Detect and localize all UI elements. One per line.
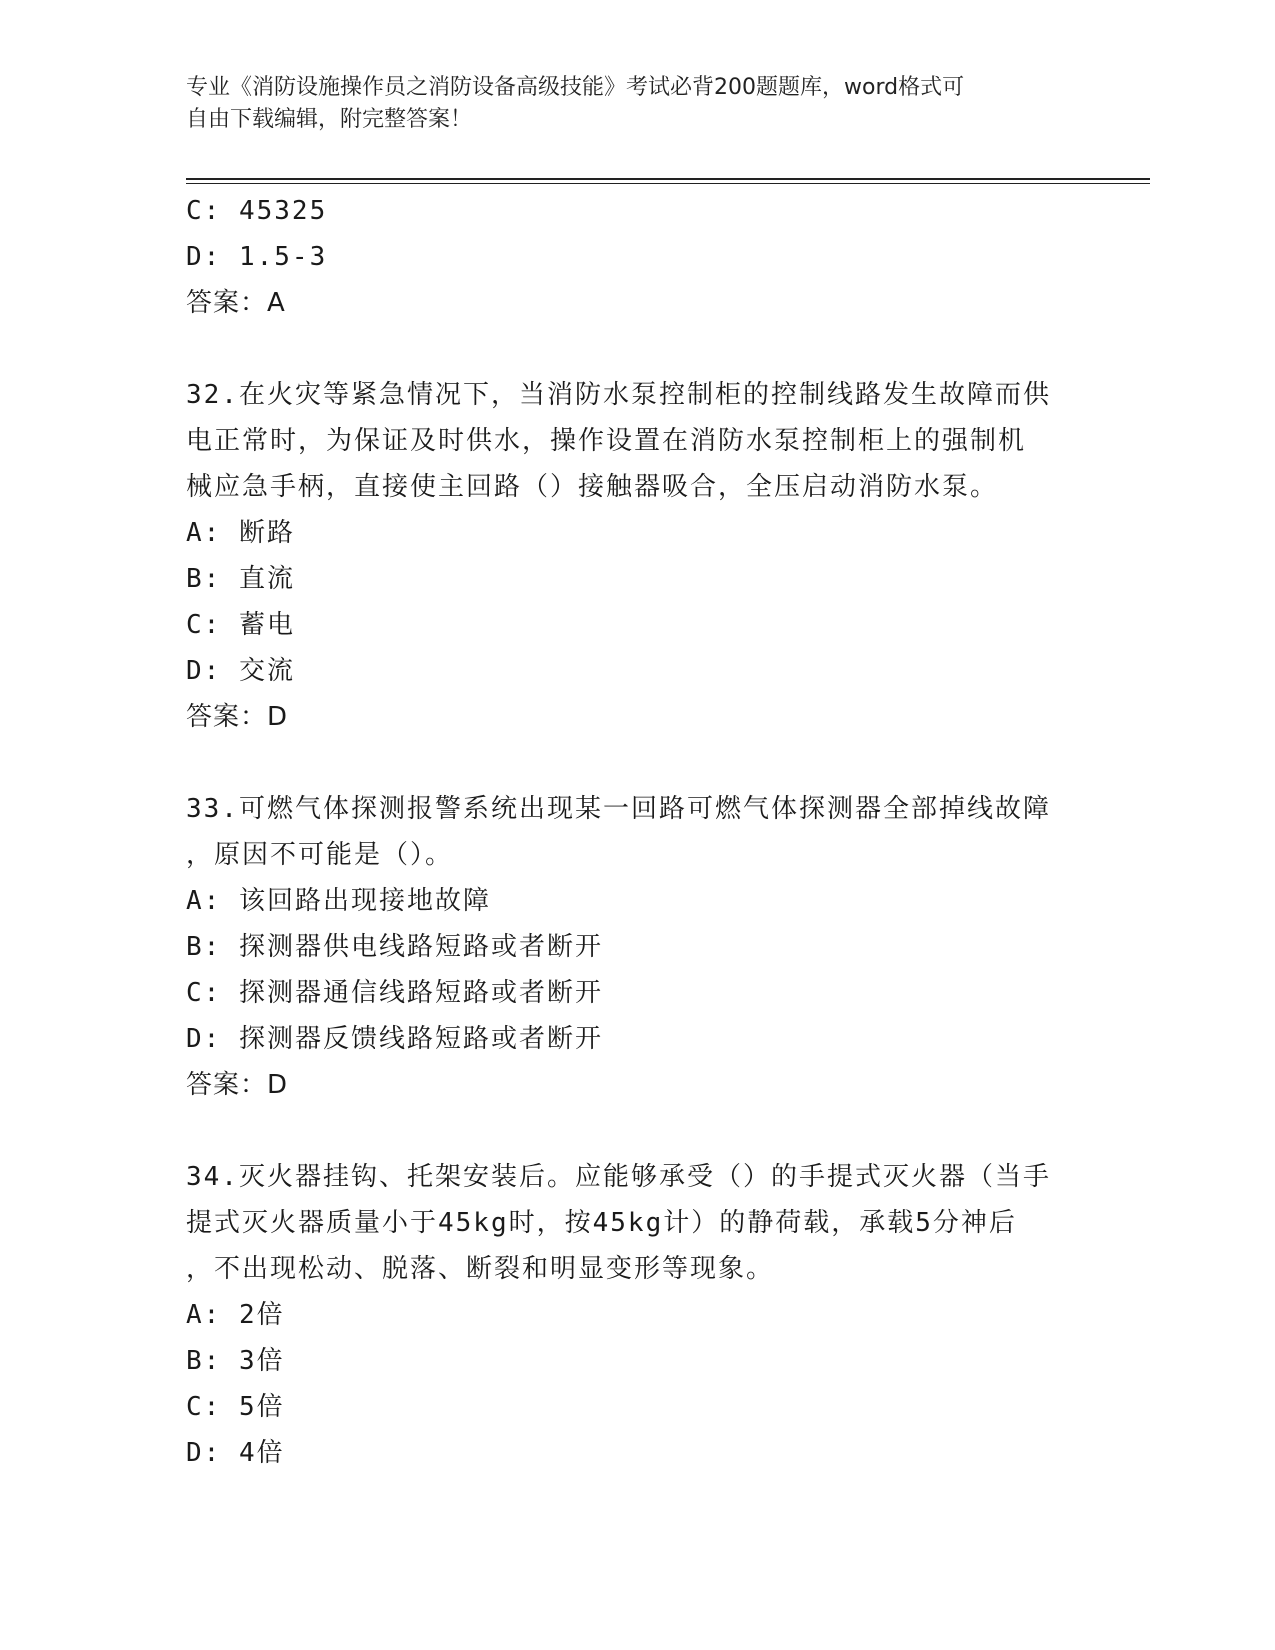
question-text-line: ，不出现松动、脱落、断裂和明显变形等现象。: [186, 1254, 775, 1284]
question-text-line: ，原因不可能是（）。: [186, 840, 454, 870]
question-text-line: 32.在火灾等紧急情况下，当消防水泵控制柜的控制线路发生故障而供: [186, 380, 1051, 410]
question-34: [186, 1154, 1086, 1476]
option-d: D: 交流: [186, 656, 295, 686]
answer-line: 答案：D: [186, 702, 289, 732]
page-header: [186, 72, 1086, 136]
option-b: B: 3倍: [186, 1346, 285, 1376]
answer-line: 答案：D: [186, 1070, 289, 1100]
question-text-line: 械应急手柄，直接使主回路（）接触器吸合，全压启动消防水泵。: [186, 472, 999, 502]
header-title-line-1: 专业《消防设施操作员之消防设备高级技能》考试必背200题题库，word格式可: [186, 75, 965, 100]
header-divider: [186, 178, 1150, 180]
header-title-line-2: 自由下载编辑，附完整答案！: [186, 107, 473, 132]
option-c: C: 蓄电: [186, 610, 295, 640]
question-text-line: 电正常时，为保证及时供水，操作设置在消防水泵控制柜上的强制机: [186, 426, 1027, 456]
question-33: [186, 786, 1086, 1108]
option-c: C: 45325: [186, 196, 328, 226]
answer-line: 答案：A: [186, 288, 286, 318]
question-list: [186, 188, 1086, 1476]
option-c: C: 5倍: [186, 1392, 285, 1422]
question-text-line: 提式灭火器质量小于45kg时，按45kg计）的静荷载，承载5分神后: [186, 1208, 1017, 1238]
option-d: D: 1.5-3: [186, 242, 328, 272]
option-a: A: 2倍: [186, 1300, 285, 1330]
option-a: A: 该回路出现接地故障: [186, 886, 491, 916]
option-b: B: 直流: [186, 564, 295, 594]
header-divider-thin: [186, 183, 1150, 184]
option-d: D: 4倍: [186, 1438, 285, 1468]
question-text-line: 34.灭火器挂钩、托架安装后。应能够承受（）的手提式灭火器（当手: [186, 1162, 1051, 1192]
option-c: C: 探测器通信线路短路或者断开: [186, 978, 603, 1008]
question-text-line: 33.可燃气体探测报警系统出现某一回路可燃气体探测器全部掉线故障: [186, 794, 1051, 824]
option-a: A: 断路: [186, 518, 295, 548]
question-32: [186, 372, 1086, 740]
option-b: B: 探测器供电线路短路或者断开: [186, 932, 603, 962]
option-d: D: 探测器反馈线路短路或者断开: [186, 1024, 603, 1054]
